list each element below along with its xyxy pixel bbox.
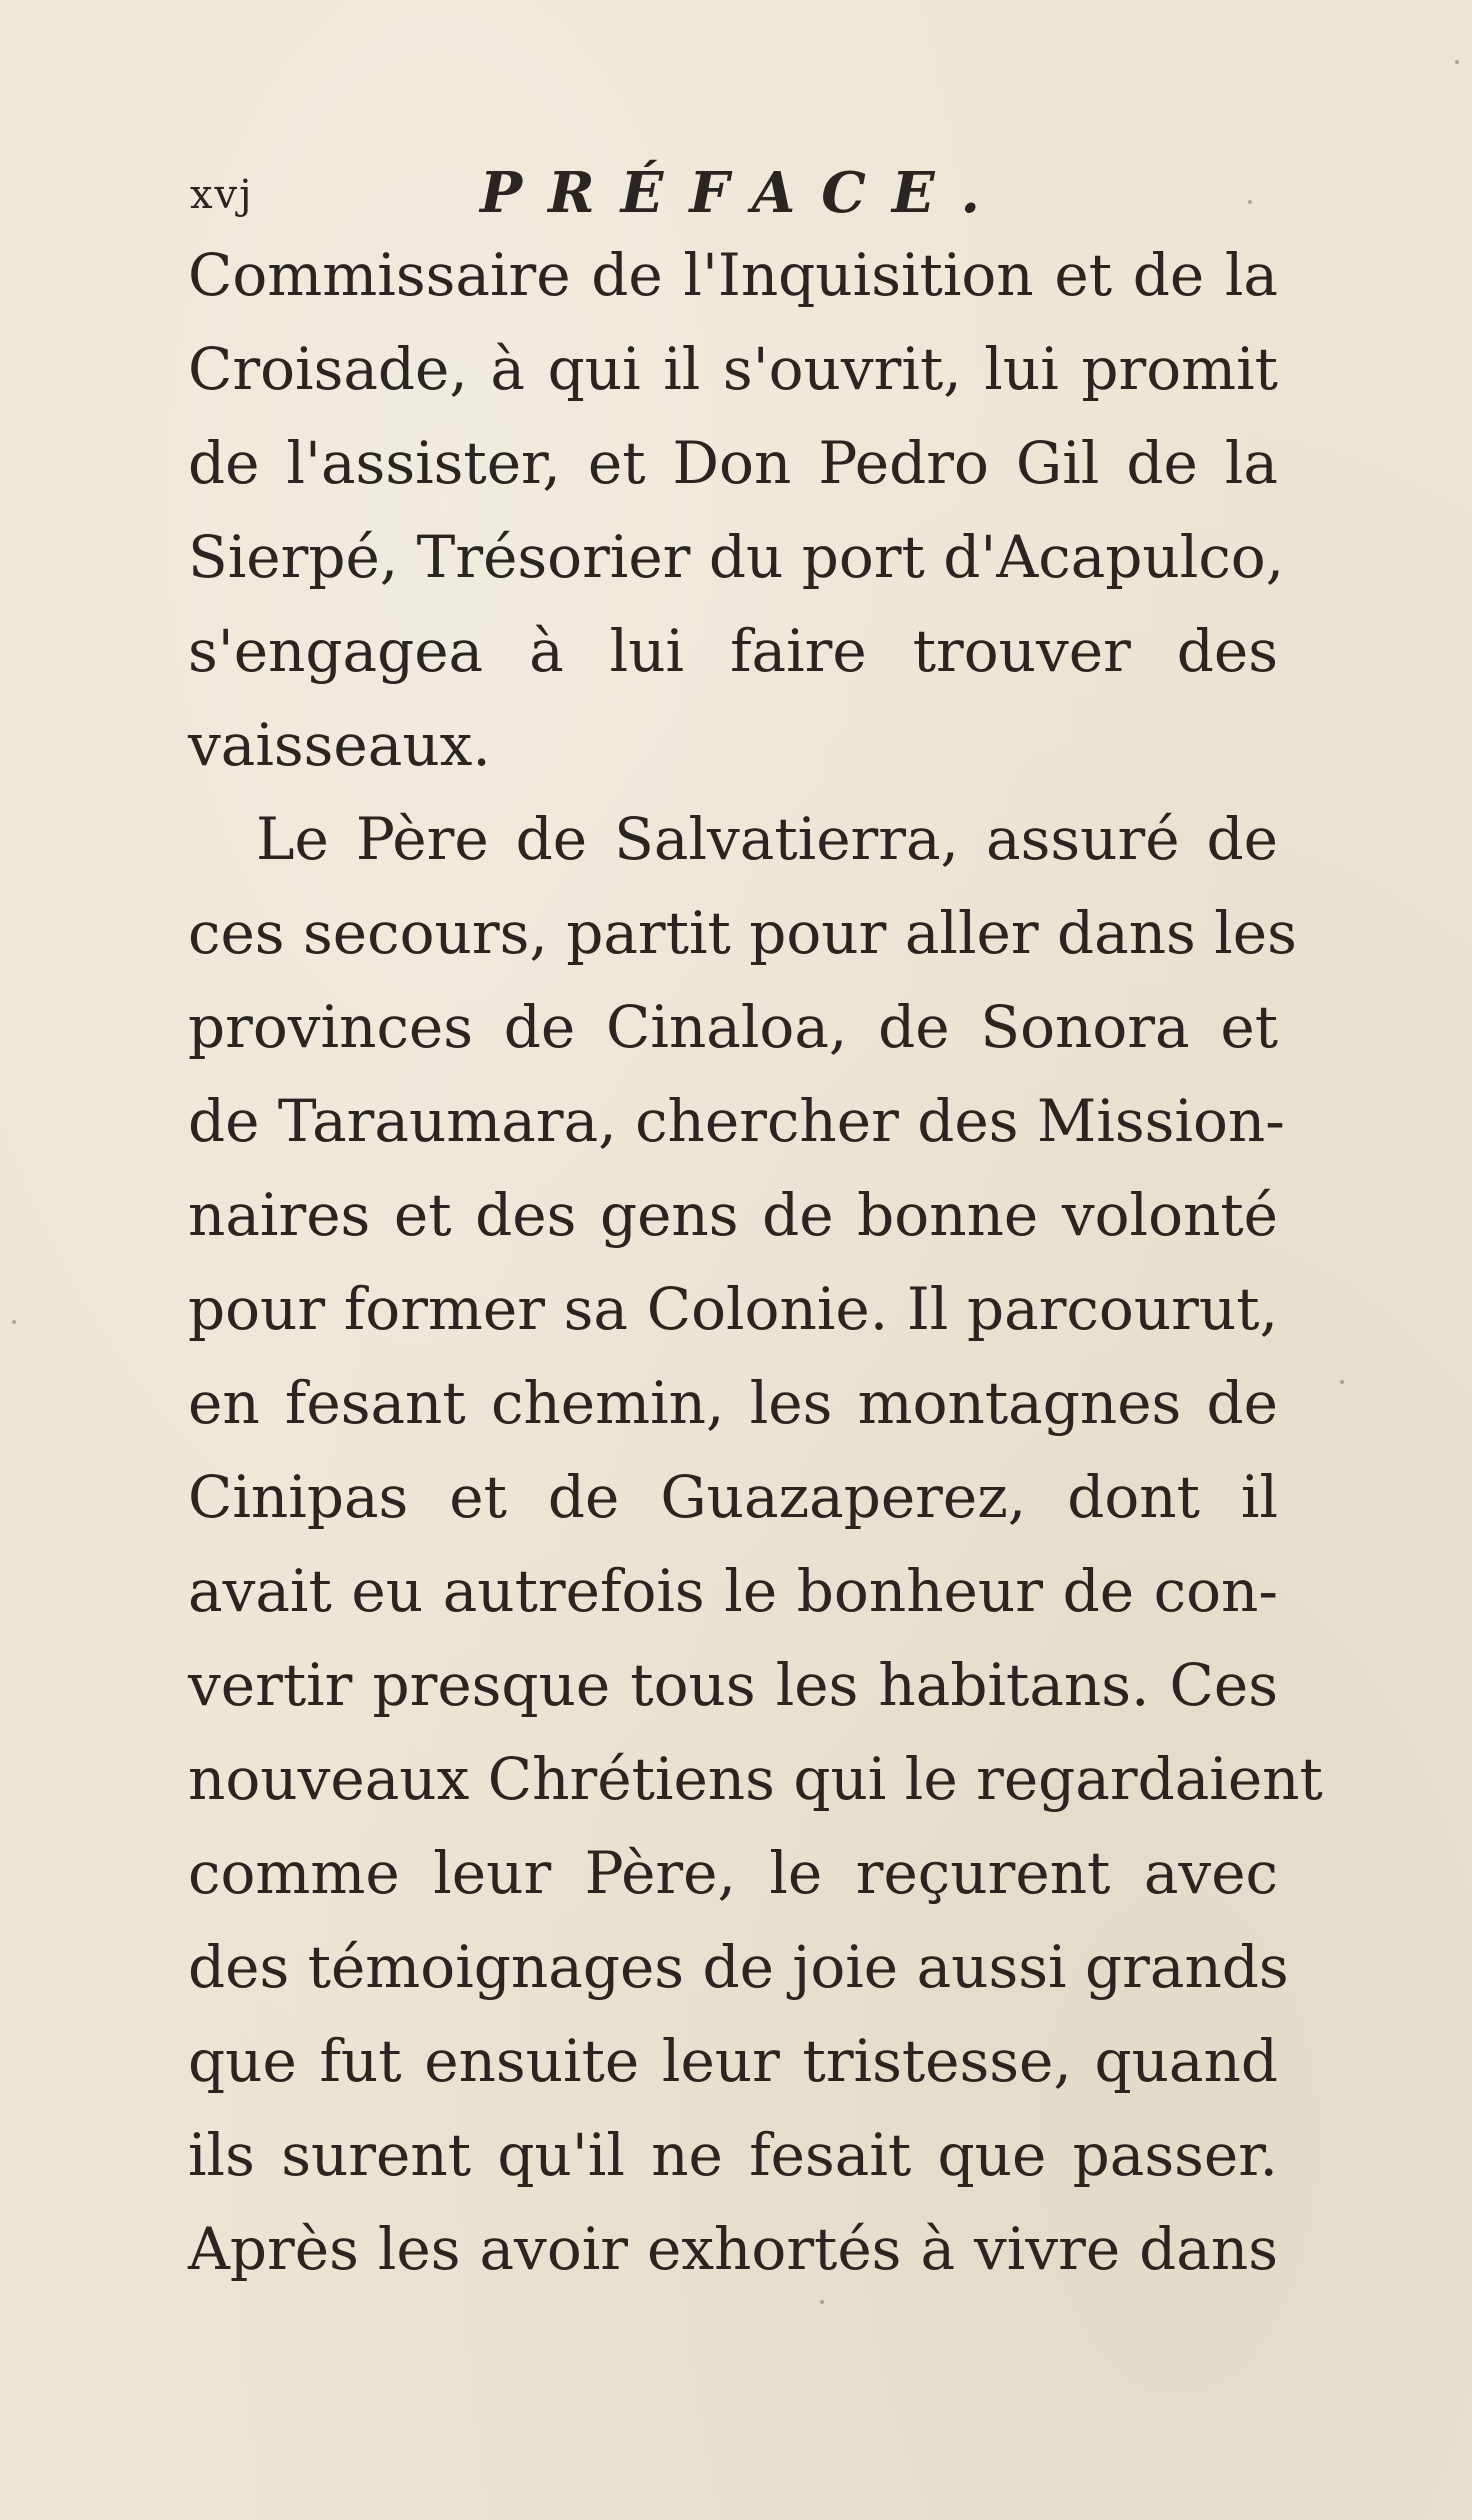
paper-speck xyxy=(12,1320,16,1324)
text-line: avait eu autrefois le bonheur de con- xyxy=(188,1557,1278,1625)
paper-speck xyxy=(1248,200,1252,204)
running-title: PRÉFACE. xyxy=(480,160,1007,226)
text-line: nouveaux Chrétiens qui le regardaient xyxy=(188,1745,1323,1813)
text-line: naires et des gens de bonne volonté xyxy=(188,1181,1278,1249)
body-text xyxy=(188,228,1323,2296)
page-number: xvj xyxy=(190,172,254,218)
text-line: ils surent qu'il ne fesait que passer. xyxy=(188,2121,1278,2189)
text-line: Après les avoir exhortés à vivre dans xyxy=(188,2215,1278,2283)
text-line: comme leur Père, le reçurent avec xyxy=(188,1839,1278,1907)
paper-speck xyxy=(1340,1380,1344,1384)
text-line: provinces de Cinaloa, de Sonora et xyxy=(188,993,1278,1061)
text-line: vertir presque tous les habitans. Ces xyxy=(188,1651,1278,1719)
paper-speck xyxy=(1455,60,1459,64)
text-line: en fesant chemin, les montagnes de xyxy=(188,1369,1278,1437)
text-line: vaisseaux. xyxy=(188,711,491,779)
text-line: pour former sa Colonie. Il parcourut, xyxy=(188,1275,1278,1343)
text-line: de l'assister, et Don Pedro Gil de la xyxy=(188,429,1278,497)
page-header xyxy=(190,160,1290,230)
text-line: Cinipas et de Guazaperez, dont il xyxy=(188,1463,1278,1531)
paper-speck xyxy=(820,2300,824,2304)
text-line: s'engagea à lui faire trouver des xyxy=(188,617,1278,685)
text-line: Croisade, à qui il s'ouvrit, lui promit xyxy=(188,335,1278,403)
text-line: Sierpé, Trésorier du port d'Acapulco, xyxy=(188,523,1285,591)
paragraph-first-line: Le Père de Salvatierra, assuré de xyxy=(256,805,1278,873)
text-line: Commissaire de l'Inquisition et de la xyxy=(188,241,1278,309)
text-line: de Taraumara, chercher des Mission- xyxy=(188,1087,1285,1155)
text-line: des témoignages de joie aussi grands xyxy=(188,1933,1289,2001)
text-line: ces secours, partit pour aller dans les xyxy=(188,899,1297,967)
text-line: que fut ensuite leur tristesse, quand xyxy=(188,2027,1278,2095)
